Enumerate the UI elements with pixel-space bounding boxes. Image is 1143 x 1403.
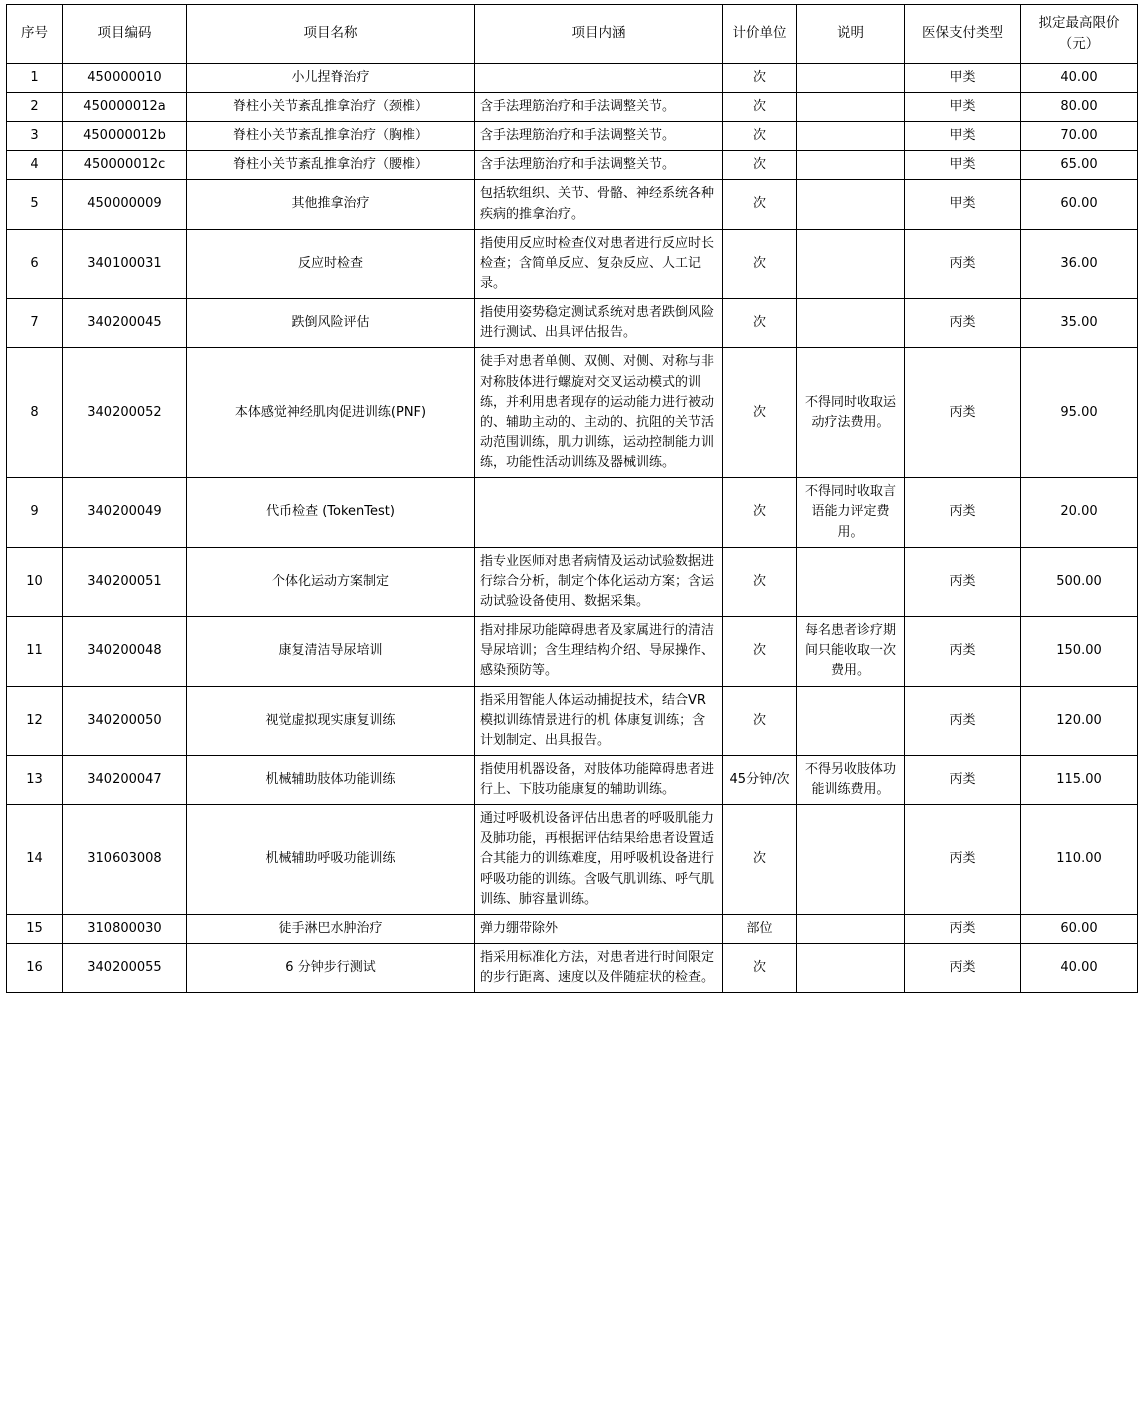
cell-unit: 次 <box>723 180 797 229</box>
column-header-code: 项目编码 <box>63 5 187 64</box>
cell-index: 1 <box>7 63 63 92</box>
cell-index: 8 <box>7 348 63 478</box>
cell-max-price: 65.00 <box>1021 151 1138 180</box>
cell-insurance-type: 甲类 <box>905 180 1021 229</box>
table-row <box>7 478 1138 547</box>
cell-insurance-type: 丙类 <box>905 299 1021 348</box>
cell-description: 指采用标准化方法，对患者进行时间限定的步行距离、速度以及伴随症状的检查。 <box>475 944 723 993</box>
table-row <box>7 617 1138 686</box>
column-header-index: 序号 <box>7 5 63 64</box>
cell-max-price: 500.00 <box>1021 547 1138 616</box>
cell-insurance-type: 甲类 <box>905 122 1021 151</box>
cell-code: 340200052 <box>63 348 187 478</box>
medical-service-price-table <box>6 4 1138 993</box>
cell-note <box>797 229 905 298</box>
cell-unit: 次 <box>723 686 797 755</box>
cell-name: 个体化运动方案制定 <box>187 547 475 616</box>
cell-note <box>797 63 905 92</box>
cell-unit: 次 <box>723 122 797 151</box>
table-header <box>7 5 1138 64</box>
table-row <box>7 805 1138 915</box>
cell-index: 12 <box>7 686 63 755</box>
cell-insurance-type: 丙类 <box>905 755 1021 804</box>
table-row <box>7 686 1138 755</box>
table-row <box>7 914 1138 943</box>
cell-insurance-type: 丙类 <box>905 914 1021 943</box>
cell-max-price: 115.00 <box>1021 755 1138 804</box>
cell-description: 指使用机器设备，对肢体功能障碍患者进行上、下肢功能康复的辅助训练。 <box>475 755 723 804</box>
cell-index: 11 <box>7 617 63 686</box>
cell-max-price: 40.00 <box>1021 944 1138 993</box>
table-row <box>7 348 1138 478</box>
cell-max-price: 20.00 <box>1021 478 1138 547</box>
cell-description <box>475 478 723 547</box>
cell-code: 340200049 <box>63 478 187 547</box>
table-row <box>7 180 1138 229</box>
cell-max-price: 150.00 <box>1021 617 1138 686</box>
cell-description: 含手法理筋治疗和手法调整关节。 <box>475 151 723 180</box>
cell-name: 6 分钟步行测试 <box>187 944 475 993</box>
cell-insurance-type: 丙类 <box>905 547 1021 616</box>
cell-max-price: 60.00 <box>1021 914 1138 943</box>
cell-note <box>797 122 905 151</box>
cell-unit: 次 <box>723 348 797 478</box>
column-header-note: 说明 <box>797 5 905 64</box>
cell-code: 310800030 <box>63 914 187 943</box>
cell-unit: 次 <box>723 299 797 348</box>
cell-code: 340200048 <box>63 617 187 686</box>
cell-unit: 次 <box>723 229 797 298</box>
table-row <box>7 63 1138 92</box>
cell-name: 视觉虚拟现实康复训练 <box>187 686 475 755</box>
cell-index: 13 <box>7 755 63 804</box>
cell-name: 反应时检查 <box>187 229 475 298</box>
cell-code: 340200050 <box>63 686 187 755</box>
cell-code: 340200047 <box>63 755 187 804</box>
cell-max-price: 80.00 <box>1021 92 1138 121</box>
cell-note: 不得同时收取运动疗法费用。 <box>797 348 905 478</box>
cell-description: 弹力绷带除外 <box>475 914 723 943</box>
cell-note: 不得另收肢体功能训练费用。 <box>797 755 905 804</box>
cell-unit: 部位 <box>723 914 797 943</box>
cell-max-price: 40.00 <box>1021 63 1138 92</box>
cell-code: 340200045 <box>63 299 187 348</box>
cell-unit: 次 <box>723 805 797 915</box>
cell-description: 指对排尿功能障碍患者及家属进行的清洁导尿培训；含生理结构介绍、导尿操作、感染预防等。 <box>475 617 723 686</box>
cell-code: 450000012b <box>63 122 187 151</box>
cell-max-price: 60.00 <box>1021 180 1138 229</box>
cell-name: 代币检查 (TokenTest) <box>187 478 475 547</box>
cell-unit: 次 <box>723 944 797 993</box>
cell-max-price: 120.00 <box>1021 686 1138 755</box>
cell-code: 450000012c <box>63 151 187 180</box>
cell-note <box>797 547 905 616</box>
cell-description: 含手法理筋治疗和手法调整关节。 <box>475 92 723 121</box>
cell-max-price: 110.00 <box>1021 805 1138 915</box>
cell-index: 10 <box>7 547 63 616</box>
cell-max-price: 95.00 <box>1021 348 1138 478</box>
cell-index: 16 <box>7 944 63 993</box>
cell-index: 6 <box>7 229 63 298</box>
cell-unit: 次 <box>723 547 797 616</box>
cell-description: 徒手对患者单侧、双侧、对侧、对称与非对称肢体进行螺旋对交叉运动模式的训练，并利用患者现存的运动能力进行被动的、辅助主动的、主动的、抗阻的关节活动范围训练，肌力训练，运动控制能力训练，功能性活动训练及器械训练。 <box>475 348 723 478</box>
cell-unit: 次 <box>723 617 797 686</box>
cell-insurance-type: 丙类 <box>905 617 1021 686</box>
cell-name: 脊柱小关节紊乱推拿治疗（腰椎） <box>187 151 475 180</box>
cell-insurance-type: 丙类 <box>905 229 1021 298</box>
cell-name: 机械辅助呼吸功能训练 <box>187 805 475 915</box>
cell-code: 450000009 <box>63 180 187 229</box>
cell-code: 340200055 <box>63 944 187 993</box>
cell-insurance-type: 甲类 <box>905 63 1021 92</box>
cell-name: 脊柱小关节紊乱推拿治疗（胸椎） <box>187 122 475 151</box>
cell-note <box>797 92 905 121</box>
table-row <box>7 151 1138 180</box>
cell-name: 脊柱小关节紊乱推拿治疗（颈椎） <box>187 92 475 121</box>
cell-index: 15 <box>7 914 63 943</box>
cell-description: 包括软组织、关节、骨骼、神经系统各种疾病的推拿治疗。 <box>475 180 723 229</box>
cell-name: 其他推拿治疗 <box>187 180 475 229</box>
cell-index: 7 <box>7 299 63 348</box>
cell-unit: 次 <box>723 63 797 92</box>
cell-name: 机械辅助肢体功能训练 <box>187 755 475 804</box>
cell-name: 徒手淋巴水肿治疗 <box>187 914 475 943</box>
cell-insurance-type: 丙类 <box>905 348 1021 478</box>
cell-note <box>797 299 905 348</box>
cell-name: 本体感觉神经肌肉促进训练(PNF) <box>187 348 475 478</box>
cell-description: 指采用智能人体运动捕捉技术，结合VR模拟训练情景进行的机 体康复训练；含计划制定、出具报告。 <box>475 686 723 755</box>
cell-note <box>797 180 905 229</box>
column-header-max-price: 拟定最高限价（元） <box>1021 5 1138 64</box>
cell-note <box>797 151 905 180</box>
table-row <box>7 547 1138 616</box>
column-header-insurance-type: 医保支付类型 <box>905 5 1021 64</box>
cell-unit: 次 <box>723 151 797 180</box>
cell-index: 3 <box>7 122 63 151</box>
cell-unit: 次 <box>723 92 797 121</box>
cell-insurance-type: 甲类 <box>905 151 1021 180</box>
cell-max-price: 70.00 <box>1021 122 1138 151</box>
cell-max-price: 35.00 <box>1021 299 1138 348</box>
cell-name: 康复清洁导尿培训 <box>187 617 475 686</box>
cell-note <box>797 805 905 915</box>
cell-index: 4 <box>7 151 63 180</box>
cell-description: 指使用姿势稳定测试系统对患者跌倒风险进行测试、出具评估报告。 <box>475 299 723 348</box>
cell-note <box>797 944 905 993</box>
cell-unit: 次 <box>723 478 797 547</box>
cell-description: 含手法理筋治疗和手法调整关节。 <box>475 122 723 151</box>
table-row <box>7 92 1138 121</box>
cell-code: 340200051 <box>63 547 187 616</box>
cell-insurance-type: 甲类 <box>905 92 1021 121</box>
cell-note: 不得同时收取言语能力评定费用。 <box>797 478 905 547</box>
column-header-name: 项目名称 <box>187 5 475 64</box>
cell-insurance-type: 丙类 <box>905 686 1021 755</box>
cell-description: 通过呼吸机设备评估出患者的呼吸肌能力及肺功能，再根据评估结果给患者设置适合其能力的训练难度，用呼吸机设备进行呼吸功能的训练。含吸气肌训练、呼气肌训练、肺容量训练。 <box>475 805 723 915</box>
cell-description: 指使用反应时检查仪对患者进行反应时长检查；含简单反应、复杂反应、人工记录。 <box>475 229 723 298</box>
table-row <box>7 229 1138 298</box>
table-body <box>7 63 1138 992</box>
cell-note: 每名患者诊疗期间只能收取一次费用。 <box>797 617 905 686</box>
cell-note <box>797 914 905 943</box>
cell-code: 450000010 <box>63 63 187 92</box>
cell-insurance-type: 丙类 <box>905 805 1021 915</box>
cell-insurance-type: 丙类 <box>905 944 1021 993</box>
cell-insurance-type: 丙类 <box>905 478 1021 547</box>
cell-note <box>797 686 905 755</box>
cell-description <box>475 63 723 92</box>
column-header-unit: 计价单位 <box>723 5 797 64</box>
cell-name: 小儿捏脊治疗 <box>187 63 475 92</box>
table-row <box>7 944 1138 993</box>
cell-index: 5 <box>7 180 63 229</box>
column-header-description: 项目内涵 <box>475 5 723 64</box>
cell-unit: 45分钟/次 <box>723 755 797 804</box>
table-row <box>7 122 1138 151</box>
cell-index: 14 <box>7 805 63 915</box>
cell-index: 2 <box>7 92 63 121</box>
cell-max-price: 36.00 <box>1021 229 1138 298</box>
cell-code: 450000012a <box>63 92 187 121</box>
table-row <box>7 755 1138 804</box>
cell-code: 340100031 <box>63 229 187 298</box>
cell-description: 指专业医师对患者病情及运动试验数据进行综合分析，制定个体化运动方案；含运动试验设备使用、数据采集。 <box>475 547 723 616</box>
table-row <box>7 299 1138 348</box>
cell-name: 跌倒风险评估 <box>187 299 475 348</box>
header-row <box>7 5 1138 64</box>
cell-index: 9 <box>7 478 63 547</box>
cell-code: 310603008 <box>63 805 187 915</box>
